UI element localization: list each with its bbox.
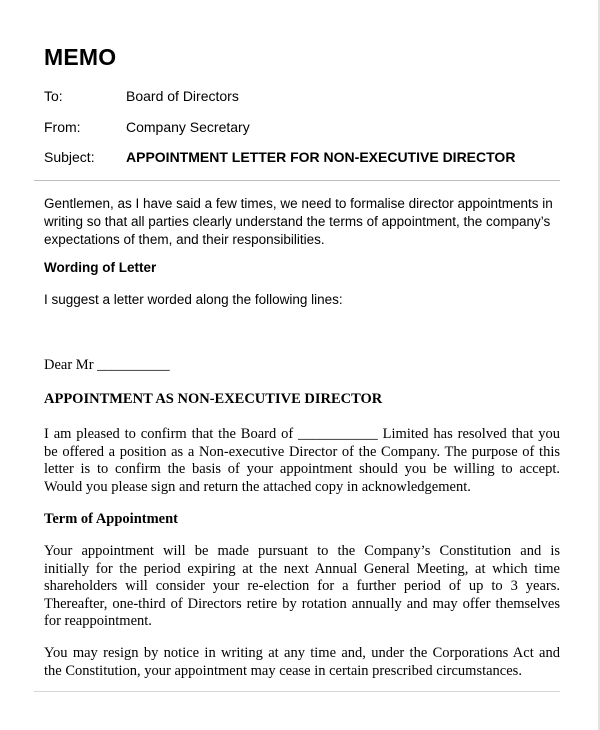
salutation: Dear Mr __________ — [44, 357, 170, 373]
intro-line: Gentlemen, as I have said a few times, we need to formalise director appointments in — [44, 196, 553, 211]
paragraph-line: initially for the period expiring at the next Annual General Meeting, at which time — [44, 560, 560, 577]
to-row — [44, 88, 239, 104]
from-value: Company Secretary — [126, 119, 250, 135]
header-divider — [34, 180, 560, 181]
paragraph-line: You may resign by notice in writing at any time and, under the Corporations Act and — [44, 645, 560, 661]
paragraph-line: Thereafter, one-third of Directors retire by rotation annually and may offer themselves — [44, 595, 560, 612]
to-value: Board of Directors — [126, 88, 239, 104]
paragraph-line: letter is to confirm the basis of your appointment should you be willing to accept. — [44, 461, 560, 477]
letter-paragraph-3 — [44, 645, 560, 680]
paragraph-line: the Constitution, your appointment may cease in certain prescribed circumstances. — [44, 662, 522, 679]
from-label: From: — [44, 119, 81, 135]
paragraph-line: shareholders will consider your re-election for a further period of up to 3 years. — [44, 578, 560, 594]
intro-line: writing so that all parties clearly understand the terms of appointment, the company’s — [44, 214, 551, 229]
intro-paragraph — [44, 195, 564, 249]
subject-label: Subject: — [44, 149, 95, 165]
subject-row — [44, 149, 515, 165]
footer-divider — [34, 691, 560, 692]
paragraph-line: for reappointment. — [44, 613, 152, 629]
suggest-line: I suggest a letter worded along the following lines: — [44, 292, 343, 307]
intro-line: expectations of them, and their responsibilities. — [44, 232, 325, 247]
letter-paragraph-2 — [44, 543, 560, 631]
to-label: To: — [44, 88, 63, 104]
paragraph-line: Your appointment will be made pursuant to the Company’s Constitution and is — [44, 543, 560, 559]
paragraph-line: I am pleased to confirm that the Board of ___________ Limited has resolved that you — [44, 426, 560, 442]
memo-title: MEMO — [44, 44, 117, 70]
subject-value: APPOINTMENT LETTER FOR NON-EXECUTIVE DIRECTOR — [126, 149, 516, 165]
paragraph-line: Would you please sign and return the attached copy in acknowledgement. — [44, 478, 471, 495]
term-heading: Term of Appointment — [44, 511, 178, 527]
from-row — [44, 119, 250, 135]
letter-heading: APPOINTMENT AS NON-EXECUTIVE DIRECTOR — [44, 391, 383, 407]
wording-heading: Wording of Letter — [44, 260, 157, 275]
letter-paragraph-1 — [44, 426, 560, 496]
paragraph-line: be offered a position as a Non-executive Director of the Company. The purpose of this — [44, 443, 560, 460]
